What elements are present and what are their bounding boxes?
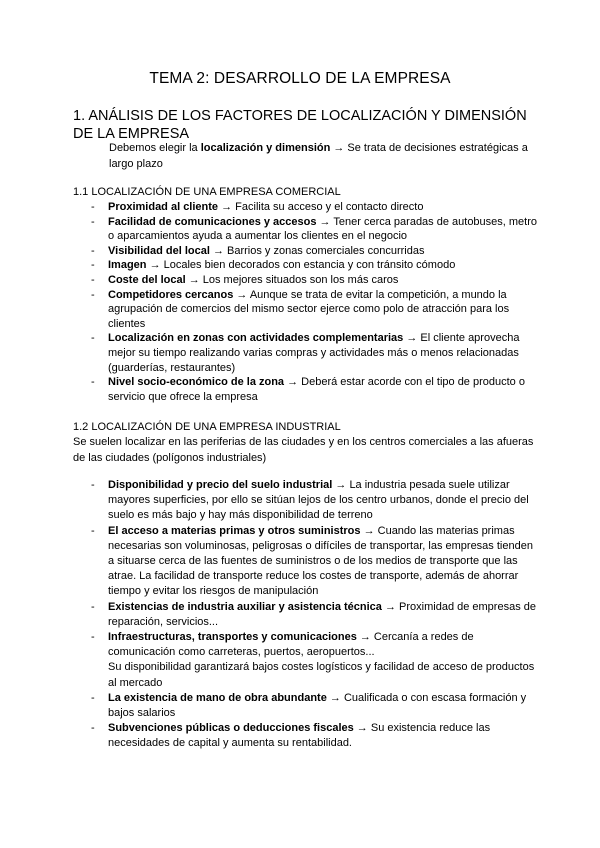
subsection-1-1-list [91,200,541,404]
list-item-text: → Tener cerca paradas de autobuses, metro o aparcamientos ayuda a aumentar los clientes en el negocio [108,215,538,243]
list-item-key: La existencia de mano de obra abundante [108,691,327,704]
list-item [91,288,541,332]
list-item-key: Existencias de industria auxiliar y asistencia técnica [108,600,382,613]
list-item [91,215,541,244]
list-item-key: Coste del local [108,273,186,286]
list-item [91,478,541,524]
list-item-key: Visibilidad del local [108,244,210,257]
list-item [91,375,541,404]
list-item-key: Localización en zonas con actividades complementarias [108,332,404,345]
list-item-text: → Proximidad de empresas de reparación, servicios... [108,600,536,628]
list-item [91,691,541,721]
list-item [91,630,541,691]
list-item-text: → Los mejores situados son los más caros [185,273,399,286]
list-item [91,258,541,273]
list-item-text: → La industria pesada suele utilizar mayores superficies, por ello se sitúan lejos de los centro urbanos, donde el precio del suelo es más bajo y hay más disponibilidad de terreno [108,479,529,522]
subsection-1-1-heading: 1.1 LOCALIZACIÓN DE UNA EMPRESA COMERCIAL [73,186,341,198]
list-item [91,273,541,288]
list-item-text: → Locales bien decorados con estancia y con tránsito cómodo [146,259,456,272]
intro-text-post: → Se trata de decisiones estratégicas a largo plazo [109,142,528,170]
list-item-key: Infraestructuras, transportes y comunicaciones [108,631,357,644]
list-item [91,600,541,630]
subsection-1-2-lead: Se suelen localizar en las periferias de las ciudades y en los centros comerciales a las afueras de las ciudades (polígonos industriales) [73,436,534,464]
list-item-key: Imagen [108,259,147,272]
list-item-key: Nivel socio-económico de la zona [108,376,285,389]
list-item [91,244,541,259]
list-item-extra: Su disponibilidad garantizará bajos costes logísticos y facilidad de acceso de productos al mercado [108,661,535,689]
section-1-intro [109,141,539,172]
list-item [91,721,541,751]
list-item-text: → Barrios y zonas comerciales concurridas [209,244,425,257]
list-item-text: → Facilita su acceso y el contacto directo [218,201,424,213]
list-item-text: → Cualificada o con escasa formación y bajos salarios [108,691,527,720]
list-item-key: Facilidad de comunicaciones y accesos [108,215,317,228]
document-title: TEMA 2: DESARROLLO DE LA EMPRESA [149,70,451,87]
list-item-text: → Deberá estar acorde con el tipo de producto o servicio que ofrece la empresa [108,376,525,403]
list-item-key: Competidores cercanos [108,288,234,301]
list-item-text: → Cercanía a redes de comunicación como carreteras, puertos, aeropuertos... [108,631,474,659]
subsection-1-2-list [91,478,541,752]
subsection-1-2-heading: 1.2 LOCALIZACIÓN DE UNA EMPRESA INDUSTRIAL [73,421,341,433]
list-item-key: Proximidad al cliente [108,201,219,213]
intro-text-bold: localización y dimensión [200,142,331,154]
intro-text-pre: Debemos elegir la [109,142,201,154]
list-item-text: → Cuando las materias primas necesarias son voluminosas, peligrosas o difíciles de transportar, las empresas tienden a situarse cerca de las fuentes de suministros o de los medios de transporte que las atrae. La facilidad de transporte reduce los costes de transporte, además de ahorrar tiempo y evitar los riesgos de manipulación [108,524,533,598]
list-item-key: Disponibilidad y precio del suelo industrial [108,479,333,491]
list-item [91,200,541,215]
list-item-text: → El cliente aprovecha mejor su tiempo realizando varias compras y actividades más o menos relacionadas (guarderías, restaurantes) [108,332,520,374]
list-item-key: Subvenciones públicas o deducciones fiscales [108,722,354,735]
list-item [91,524,541,600]
list-item-text: → Su existencia reduce las necesidades de capital y aumenta su rentabilidad. [108,722,491,750]
list-item-key: El acceso a materias primas y otros suministros [108,524,361,537]
section-1-heading: 1. ANÁLISIS DE LOS FACTORES DE LOCALIZACIÓN Y DIMENSIÓN DE LA EMPRESA [73,108,527,142]
list-item-text: → Aunque se trata de evitar la competición, a mundo la agrupación de comercios del mismo sector ejerce como polo de atracción para los clientes [108,288,510,330]
list-item [91,331,541,375]
